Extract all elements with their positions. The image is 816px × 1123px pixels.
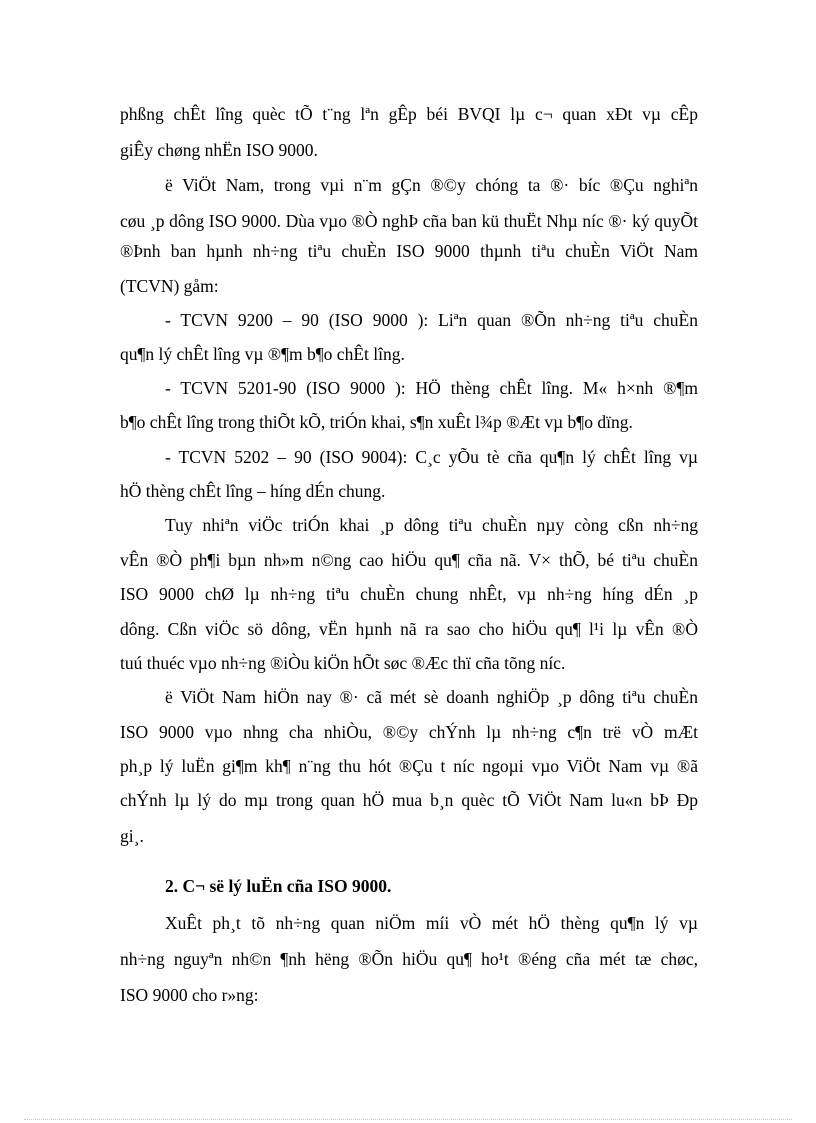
paragraph-line: ph¸p lý luËn gi¶m kh¶ n¨ng thu hót ®Çu t níc ngoµi vµo ViÖt Nam vµ ®ã [120, 756, 698, 776]
paragraph-line: tuú thuéc vµo nh÷ng ®iÒu kiÖn hÕt søc ®Æc thï cña tõng níc. [120, 653, 566, 673]
section-heading: 2. C¬ së lý luËn cña ISO 9000. [165, 876, 392, 896]
list-item-line: - TCVN 9200 – 90 (ISO 9000 ): Liªn quan ®Õn nh÷ng tiªu chuÈn [165, 310, 698, 330]
list-item-line: qu¶n lý chÊt lîng vµ ®¶m b¶o chÊt lîng. [120, 344, 405, 364]
list-item-line: - TCVN 5201-90 (ISO 9000 ): HÖ thèng chÊt lîng. M« h×nh ®¶m [165, 378, 698, 398]
list-item-line: b¶o chÊt lîng trong thiÕt kÕ, triÓn khai, s¶n xuÊt l¾p ®Æt vµ b¶o dïng. [120, 412, 633, 432]
list-item-line: - TCVN 5202 – 90 (ISO 9004): C¸c yÕu tè cña qu¶n lý chÊt lîng vµ [165, 447, 698, 467]
paragraph-line: ë ViÖt Nam hiÖn nay ®· cã mét sè doanh nghiÖp ¸p dông tiªu chuÈn [165, 687, 698, 707]
paragraph-line: vÊn ®Ò ph¶i bµn nh»m n©ng cao hiÖu qu¶ cña nã. V× thÕ, bé tiªu chuÈn [120, 550, 698, 570]
list-item-line: hÖ thèng chÊt lîng – híng dÉn chung. [120, 481, 386, 501]
page-bottom-divider [24, 1119, 792, 1120]
paragraph-line: giÊy chøng nhËn ISO 9000. [120, 140, 318, 160]
paragraph-line: ®Þnh ban hµnh nh÷ng tiªu chuÈn ISO 9000 thµnh tiªu chuÈn ViÖt Nam [120, 241, 698, 261]
paragraph-line: gi¸. [120, 826, 144, 846]
paragraph-line: chÝnh lµ lý do mµ trong quan hÖ mua b¸n quèc tÕ ViÖt Nam lu«n bÞ Ðp [120, 790, 698, 810]
paragraph-line: cøu ¸p dông ISO 9000. Dùa vµo ®Ò nghÞ cña ban kü thuËt Nhµ níc ®· ký quyÕt [120, 211, 698, 231]
paragraph-line: ISO 9000 cho r»ng: [120, 985, 259, 1005]
paragraph-line: (TCVN) gåm: [120, 276, 219, 296]
paragraph-line: ISO 9000 chØ lµ nh÷ng tiªu chuÈn chung nhÊt, vµ nh÷ng híng dÉn ¸p [120, 584, 698, 604]
paragraph-line: nh÷ng nguyªn nh©n ¶nh hëng ®Õn hiÖu qu¶ ho¹t ®éng cña mét tæ chøc, [120, 949, 698, 969]
paragraph-line: dông. Cßn viÖc sö dông, vËn hµnh nã ra sao cho hiÖu qu¶ l¹i lµ vÊn ®Ò [120, 619, 698, 639]
paragraph-line: phßng chÊt lîng quèc tÕ t¨ng lªn gÊp béi BVQI lµ c¬ quan xÐt vµ cÊp [120, 104, 698, 124]
paragraph-line: Tuy nhiªn viÖc triÓn khai ¸p dông tiªu chuÈn nµy còng cßn nh÷ng [165, 515, 698, 535]
paragraph-line: XuÊt ph¸t tõ nh÷ng quan niÖm míi vÒ mét hÖ thèng qu¶n lý vµ [165, 913, 698, 933]
paragraph-line: ë ViÖt Nam, trong vµi n¨m gÇn ®©y chóng ta ®· bíc ®Çu nghiªn [165, 175, 698, 195]
paragraph-line: ISO 9000 vµo nhng cha nhiÒu, ®©y chÝnh lµ nh÷ng c¶n trë vÒ mÆt [120, 722, 698, 742]
